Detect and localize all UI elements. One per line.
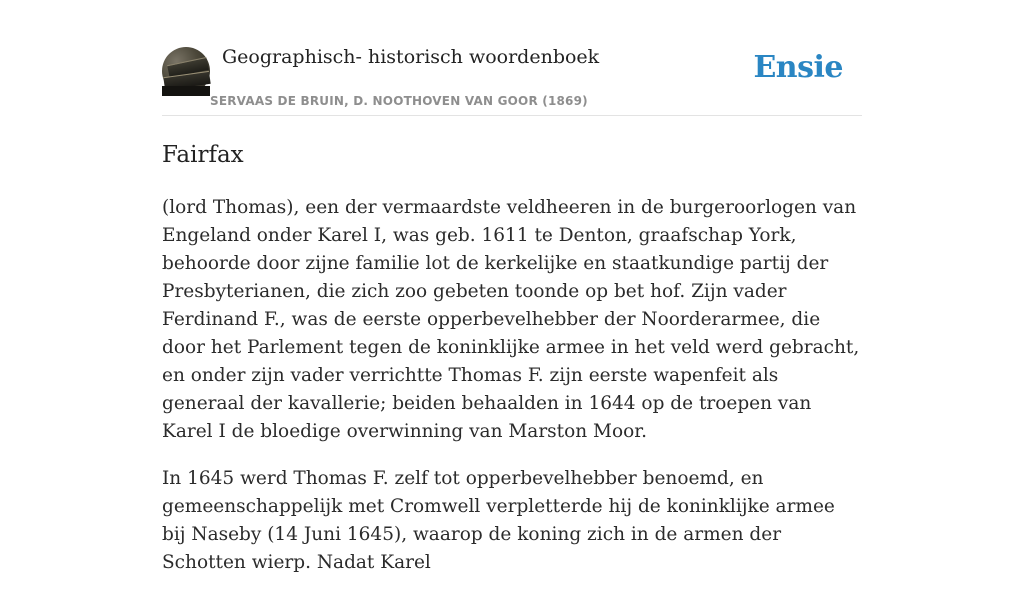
entry-paragraph: In 1645 werd Thomas F. zelf tot opperbevelhebber benoemd, en gemeenschappelijk met Cromwell verpletterde hij de koninklijke armee bij Naseby (14 Juni 1645), waarop de koning zich in de armen der Schotten wierp. Nadat Karel (162, 468, 835, 573)
entry-body (162, 194, 862, 577)
ensie-logo-link[interactable]: Ensie (753, 50, 843, 85)
book-spine-graphic (162, 86, 210, 96)
book-title-link[interactable]: Geographisch- historisch woordenboek (222, 46, 600, 68)
content-container (162, 0, 862, 596)
book-authors: SERVAAS DE BRUIN, D. NOOTHOVEN VAN GOOR (1869) (210, 94, 588, 108)
entry-paragraph: (lord Thomas), een der vermaardste veldheeren in de burgeroorlogen van Engeland onder Karel I, was geb. 1611 te Denton, graafschap York, behoorde door zijne familie lot de kerkelijke en staatkundige partij der Presbyterianen, die zich zoo gebeten toonde op bet hof. Zijn vader Ferdinand F., was de eerste opperbevelhebber der Noorderarmee, die door het Parlement tegen de koninklijke armee in het veld werd gebracht, en onder zijn vader verrichtte Thomas F. zijn eerste wapenfeit als generaal der kavallerie; beiden behaalden in 1644 op de troepen van Karel I de bloedige overwinning van Marston Moor. (162, 197, 860, 442)
book-cover-avatar[interactable] (162, 47, 210, 95)
entry-title: Fairfax (162, 142, 244, 168)
header (162, 0, 862, 116)
